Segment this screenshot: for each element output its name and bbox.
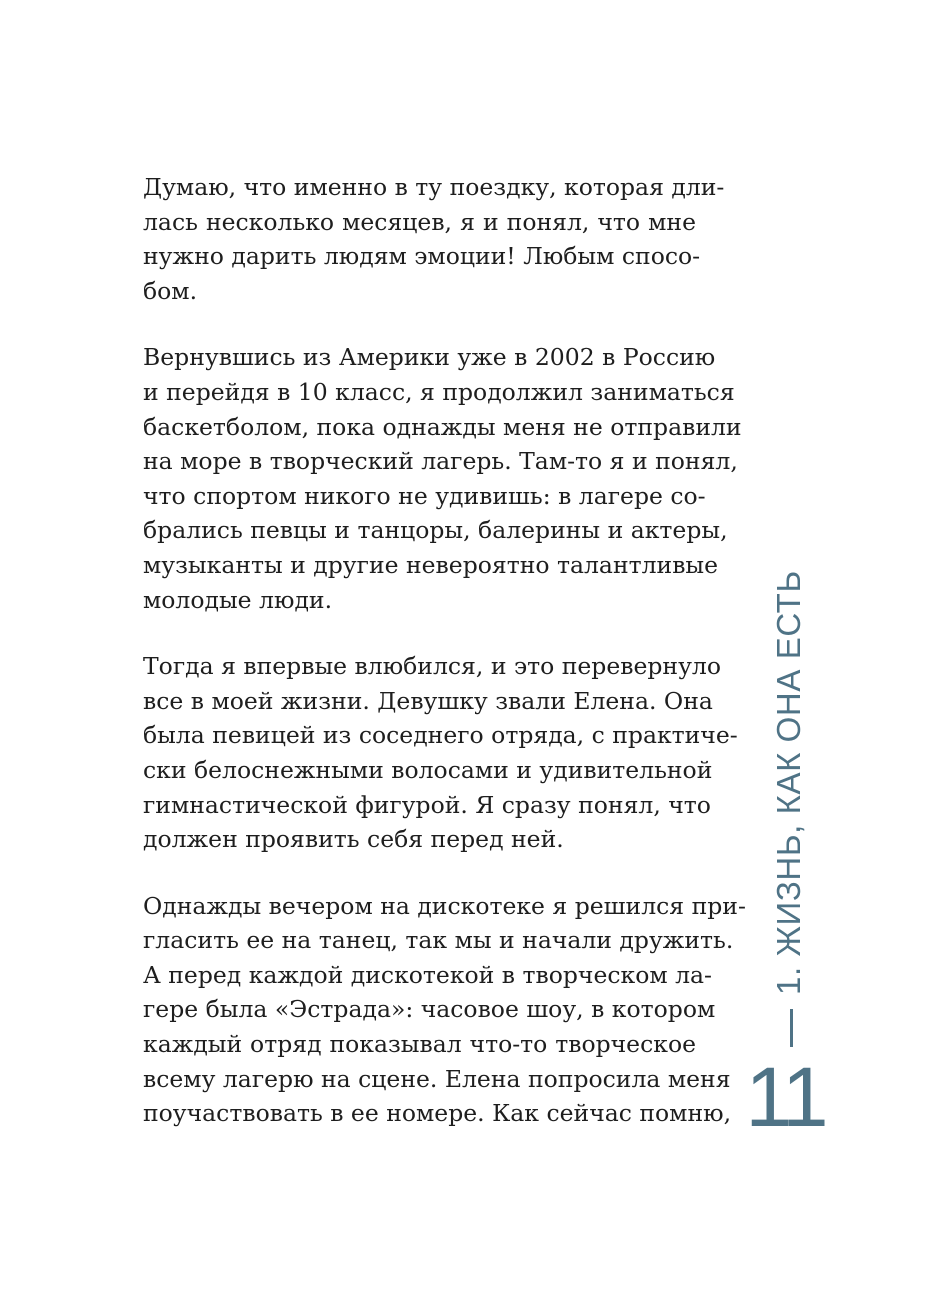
- text-line: все в моей жизни. Девушку звали Елена. Она: [143, 686, 713, 715]
- text-line: что спортом никого не удивишь: в лагере со-: [143, 481, 706, 510]
- text-line: должен проявить себя перед ней.: [143, 825, 564, 854]
- text-line: Однажды вечером на дискотеке я решился при-: [143, 891, 746, 920]
- text-line: Тогда я впервые влюбился, и это перевернуло: [143, 652, 721, 681]
- text-line: брались певцы и танцоры, балерины и актеры,: [143, 516, 728, 545]
- text-line: на море в творческий лагерь. Там-то я и понял,: [143, 447, 738, 476]
- text-line: поучаствовать в ее номере. Как сейчас помню,: [143, 1099, 732, 1128]
- text-line: лась несколько месяцев, я и понял, что мне: [143, 207, 696, 236]
- paragraph-2: [143, 340, 742, 617]
- paragraph-4: [143, 889, 746, 1131]
- page-number-divider: [790, 1009, 793, 1047]
- page-number: 11: [745, 1050, 825, 1144]
- text-line: нужно дарить людям эмоции! Любым спосо-: [143, 242, 701, 271]
- text-line: А перед каждой дискотекой в творческом ла-: [143, 960, 712, 989]
- text-line: ски белоснежными волосами и удивительной: [143, 755, 713, 784]
- text-line: Вернувшись из Америки уже в 2002 в Россию: [143, 343, 716, 372]
- body-text: [143, 170, 746, 1163]
- text-line: всему лагерю на сцене. Елена попросила меня: [143, 1064, 731, 1093]
- text-line: баскетболом, пока однажды меня не отправили: [143, 412, 742, 441]
- text-line: была певицей из соседнего отряда, с практиче-: [143, 721, 738, 750]
- paragraph-3: [143, 649, 738, 857]
- text-line: гимнастической фигурой. Я сразу понял, что: [143, 790, 711, 819]
- text-line: Думаю, что именно в ту поездку, которая дли-: [143, 173, 725, 201]
- text-line: гере была «Эстрада»: часовое шоу, в котором: [143, 995, 716, 1024]
- running-head: [761, 570, 817, 995]
- text-line: каждый отряд показывал что-то творческое: [143, 1030, 696, 1059]
- text-line: гласить ее на танец, так мы и начали дружить.: [143, 926, 734, 955]
- text-line: музыканты и другие невероятно талантливые: [143, 550, 719, 579]
- text-line: и перейдя в 10 класс, я продолжил заниматься: [143, 377, 735, 406]
- chapter-title: 1. ЖИЗНЬ, КАК ОНА ЕСТЬ: [770, 570, 807, 995]
- text-line: молодые люди.: [143, 585, 333, 614]
- text-line: бом.: [143, 276, 198, 305]
- paragraph-1: [143, 170, 725, 308]
